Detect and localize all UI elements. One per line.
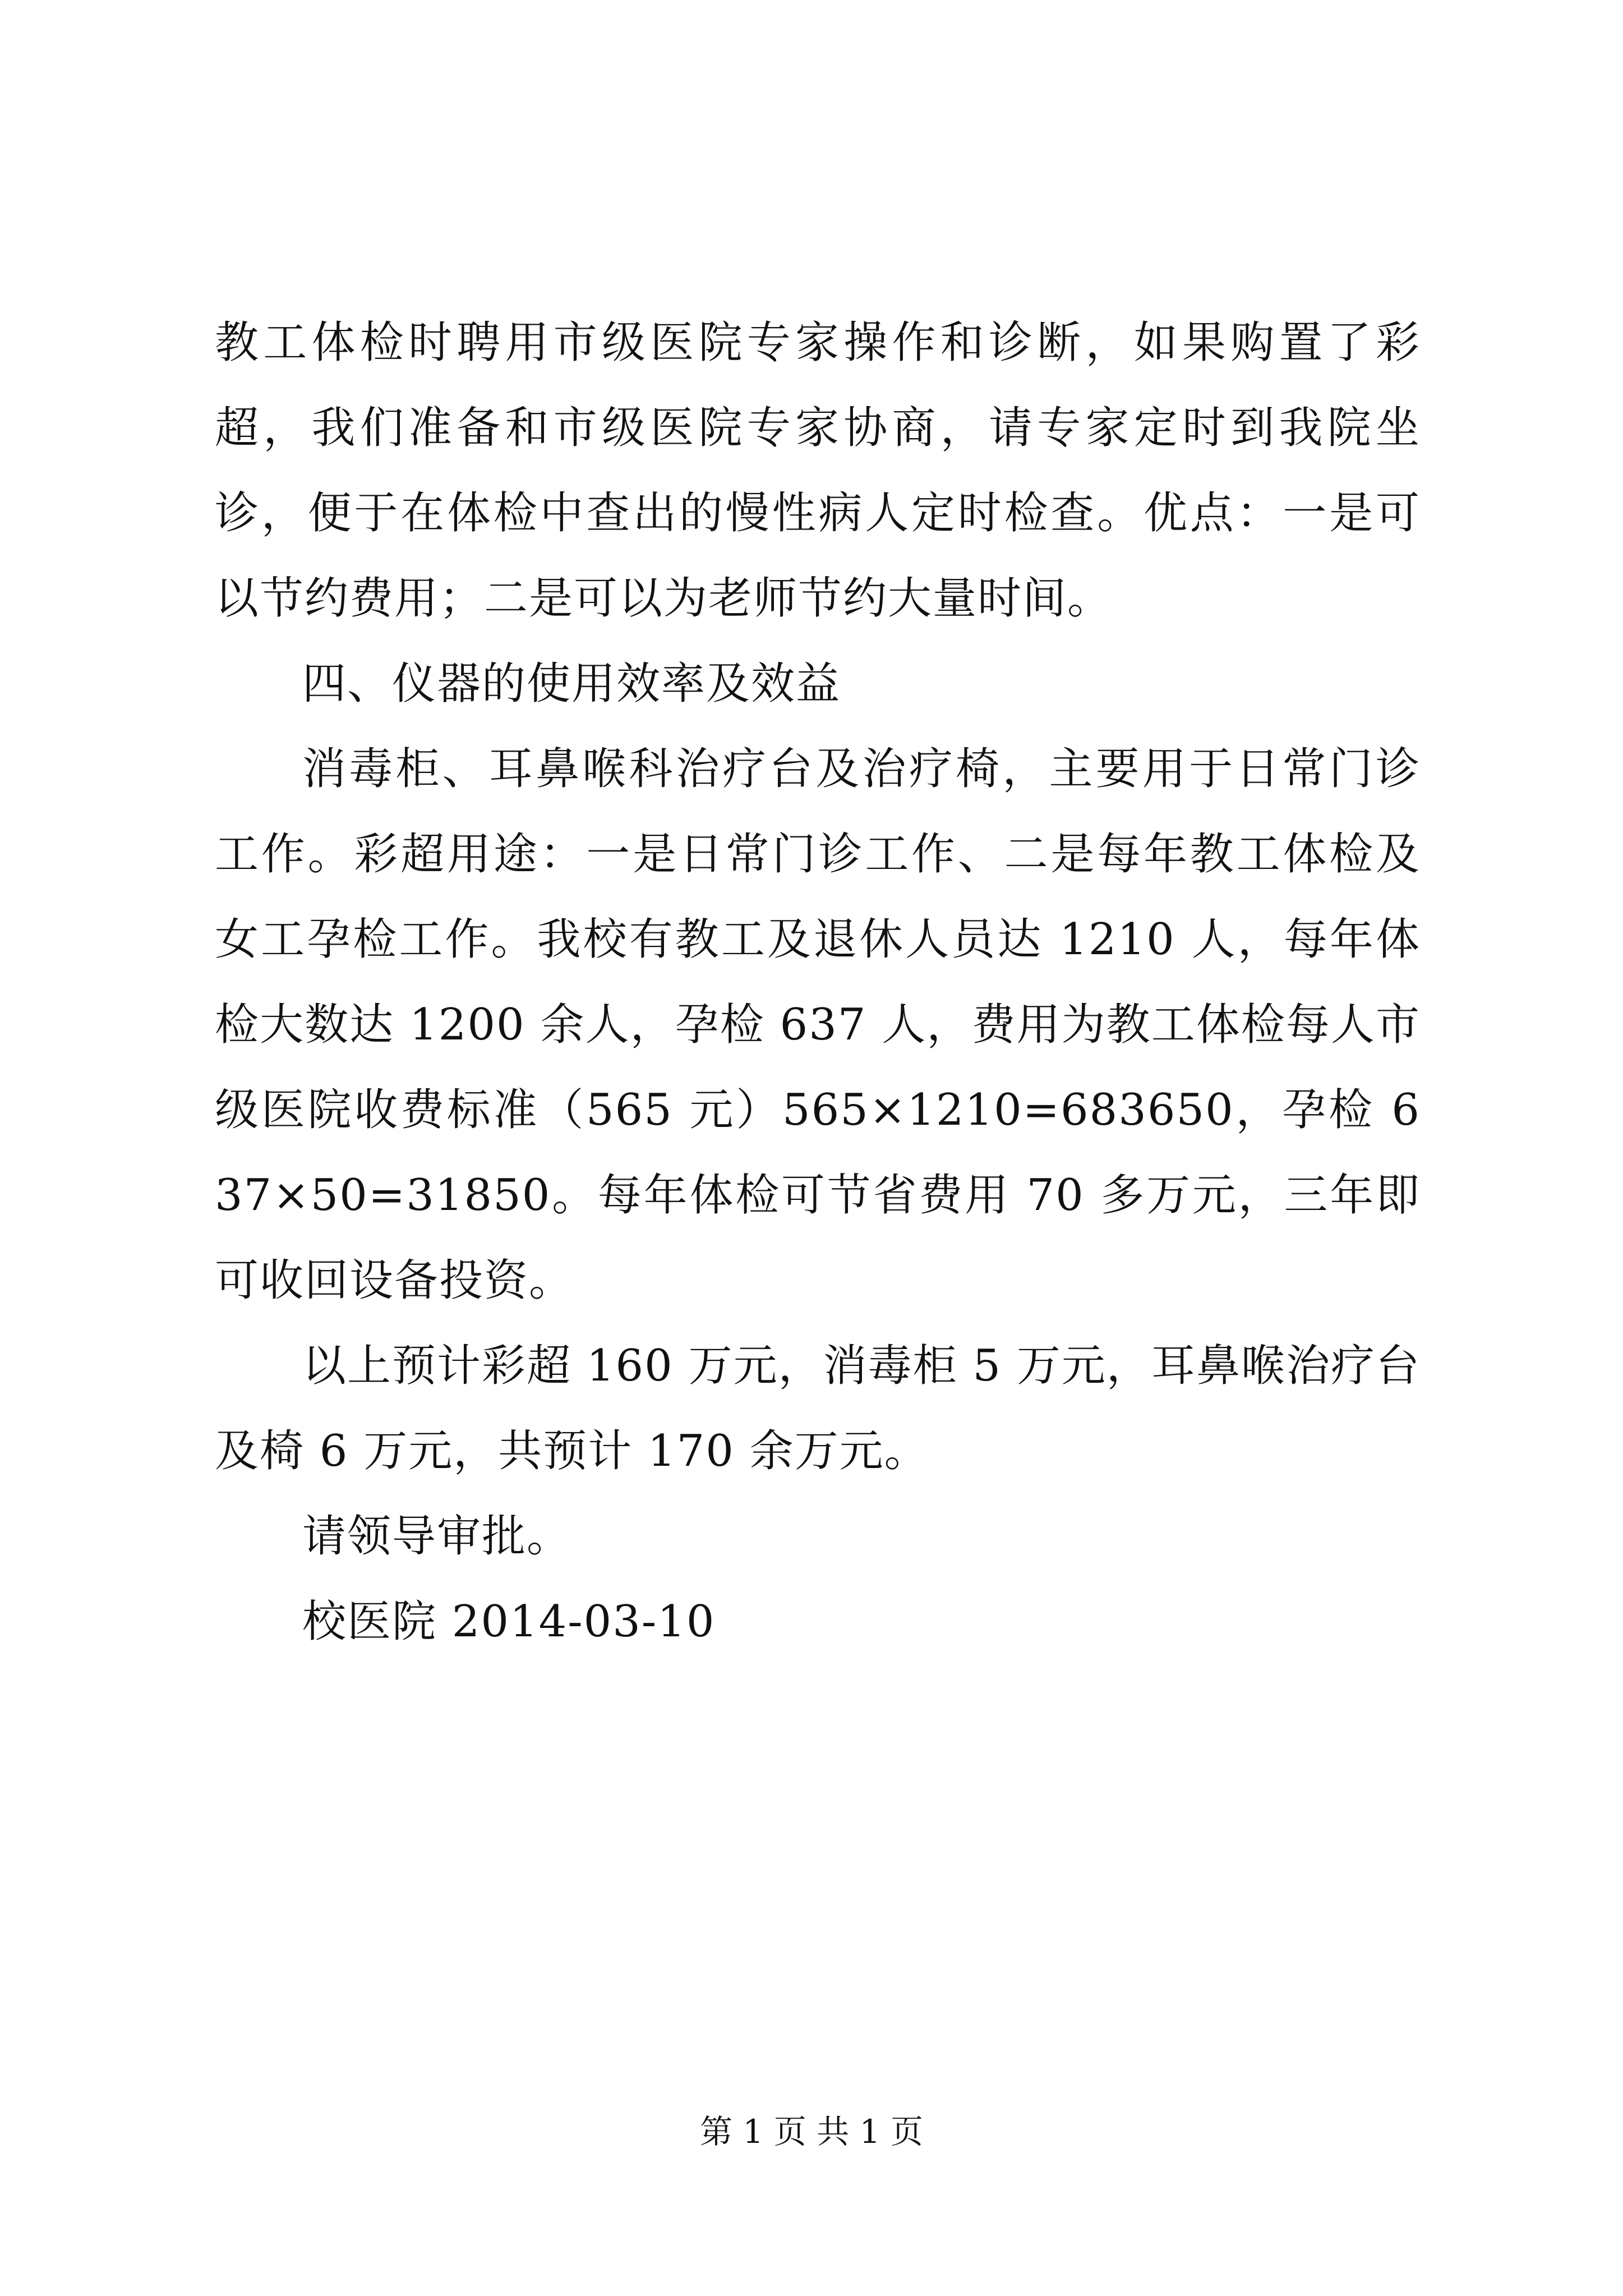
paragraph-usage-efficiency: 消毒柜、耳鼻喉科治疗台及治疗椅，主要用于日常门诊工作。彩超用途：一是日常门诊工作、二是每年教工体检及女工孕检工作。我校有教工及退休人员达 1210 人，每年体检大数达 1200 余人，孕检 637 人，费用为教工体检每人市级医院收费标准（565 元）565×1210=683650，孕检 637×50=31850。每年体检可节省费用 70 多万元，三年即可收回设备投资。 [215,744,1421,1306]
paragraph-approval-request: 请领导审批。 [302,1511,572,1562]
document-body [215,300,1421,1664]
page-number-footer: 第 1 页 共 1 页 [700,2113,923,2151]
paragraph-signature-date: 校医院 2014-03-10 [302,1596,716,1647]
paragraph-budget-summary: 以上预计彩超 160 万元，消毒柜 5 万元，耳鼻喉治疗台及椅 6 万元，共预计 170 余万元。 [215,1341,1421,1476]
paragraph-continuation: 教工体检时聘用市级医院专家操作和诊断，如果购置了彩超，我们准备和市级医院专家协商，请专家定时到我院坐诊，便于在体检中查出的慢性病人定时检查。优点：一是可以节约费用；二是可以为老师节约大量时间。 [215,318,1421,624]
section-heading: 四、仪器的使用效率及效益 [302,659,841,709]
